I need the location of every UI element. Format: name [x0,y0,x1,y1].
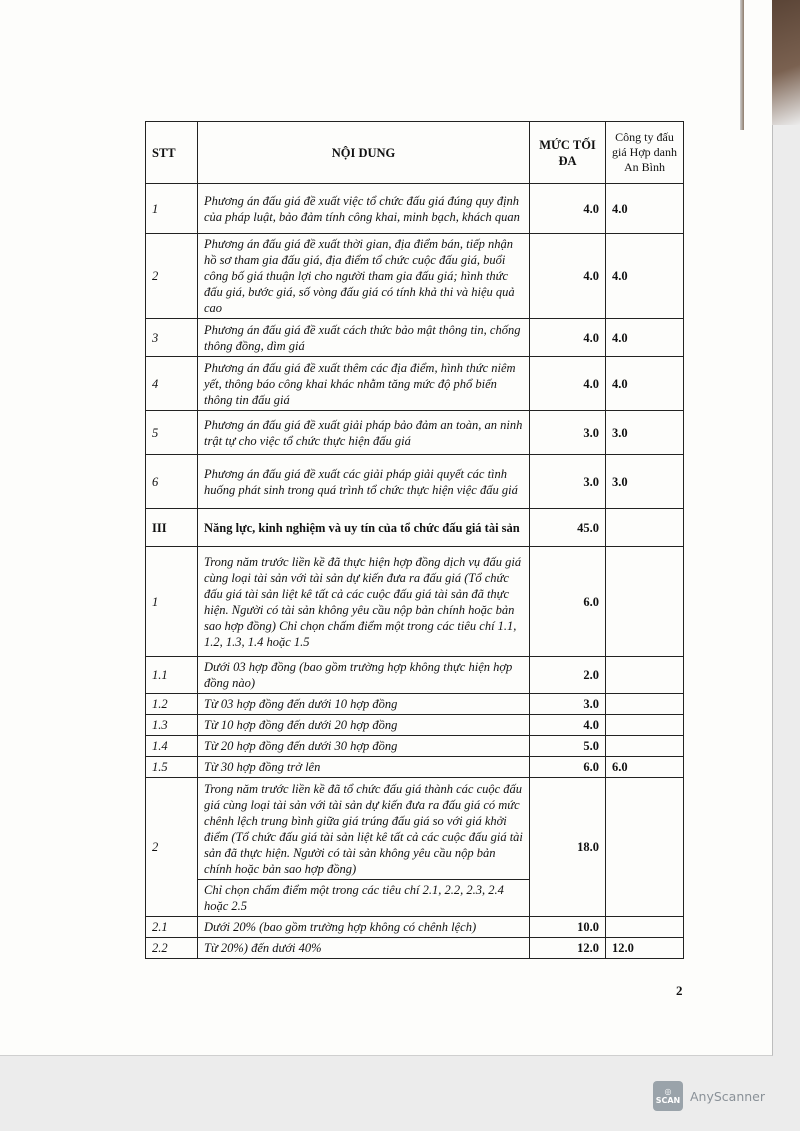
row-content: Phương án đấu giá đề xuất việc tổ chức đấu giá đúng quy định của pháp luật, bảo đảm tính công khai, minh bạch, khách quan [198,184,530,234]
row-content: Từ 30 hợp đồng trở lên [198,757,530,778]
table-section-row [146,509,684,547]
row-stt: 1.5 [146,757,198,778]
row-score: 4.0 [606,184,684,234]
scan-logo-label: SCAN [655,1096,681,1105]
header-stt: STT [146,122,198,184]
table-row [146,715,684,736]
table-row [146,411,684,455]
table-row [146,319,684,357]
row-max: 3.0 [530,455,606,509]
table-row [146,938,684,959]
row-note: Chỉ chọn chấm điểm một trong các tiêu chí 2.1, 2.2, 2.3, 2.4 hoặc 2.5 [198,880,530,917]
row-stt: 1.2 [146,694,198,715]
row-max: 4.0 [530,357,606,411]
row-max: 12.0 [530,938,606,959]
scoring-table [145,121,684,959]
row-max: 5.0 [530,736,606,757]
table-row [146,757,684,778]
header-company: Công ty đấu giá Hợp danh An Bình [606,122,684,184]
section-score [606,509,684,547]
section-stt: III [146,509,198,547]
row-max: 2.0 [530,657,606,694]
row-score: 4.0 [606,234,684,319]
table-row [146,234,684,319]
row-score: 3.0 [606,455,684,509]
row-score: 3.0 [606,411,684,455]
row-score [606,917,684,938]
scan-edge-shadow [772,0,800,125]
row-content: Từ 10 hợp đồng đến dưới 20 hợp đồng [198,715,530,736]
row-content: Dưới 20% (bao gồm trường hợp không có chênh lệch) [198,917,530,938]
row-max: 3.0 [530,411,606,455]
scan-logo-glyph: ◎ [664,1087,672,1096]
row-stt: 6 [146,455,198,509]
section-max: 45.0 [530,509,606,547]
scan-logo-icon [653,1081,683,1111]
table-row [146,184,684,234]
row-stt: 4 [146,357,198,411]
row-stt: 2 [146,234,198,319]
table-row [146,694,684,715]
row-score [606,657,684,694]
page-number: 2 [676,983,683,998]
page-fold-shadow [740,0,744,130]
row-stt: 1.3 [146,715,198,736]
table-row [146,455,684,509]
row-content: Phương án đấu giá đề xuất thêm các địa điểm, hình thức niêm yết, thông báo công khai khác nhằm tăng mức độ phổ biến thông tin đấu giá [198,357,530,411]
row-score: 6.0 [606,757,684,778]
header-content: NỘI DUNG [198,122,530,184]
row-max: 10.0 [530,917,606,938]
row-content: Từ 20%) đến dưới 40% [198,938,530,959]
table-row [146,547,684,657]
row-score [606,736,684,757]
row-score: 12.0 [606,938,684,959]
section-content: Năng lực, kinh nghiệm và uy tín của tổ chức đấu giá tài sản [198,509,530,547]
row-max: 4.0 [530,184,606,234]
row-content: Từ 03 hợp đồng đến dưới 10 hợp đồng [198,694,530,715]
row-max: 4.0 [530,319,606,357]
row-max: 3.0 [530,694,606,715]
header-max-score: MỨC TỐI ĐA [530,122,606,184]
table-row [146,917,684,938]
row-score: 4.0 [606,319,684,357]
row-stt: 1.1 [146,657,198,694]
row-stt: 1 [146,547,198,657]
row-max: 4.0 [530,234,606,319]
row-score [606,547,684,657]
row-score [606,694,684,715]
row-stt: 1.4 [146,736,198,757]
table-header-row [146,122,684,184]
row-stt: 5 [146,411,198,455]
row-stt: 2.2 [146,938,198,959]
row-content: Phương án đấu giá đề xuất giải pháp bảo đảm an toàn, an ninh trật tự cho việc tổ chức thực hiện đấu giá [198,411,530,455]
row-stt: 2.1 [146,917,198,938]
row-content: Phương án đấu giá đề xuất cách thức bảo mật thông tin, chống thông đồng, dìm giá [198,319,530,357]
row-content: Trong năm trước liền kề đã thực hiện hợp đồng dịch vụ đấu giá cùng loại tài sản với tài sản dự kiến đưa ra đấu giá (Tổ chức đấu giá tài sản liệt kê tất cả các cuộc đấu giá tài sản đã thực hiện. Người có tài sản không yêu cầu nộp bản chính hoặc bản sao hợp đồng) Chỉ chọn chấm điểm một trong các tiêu chí 1.1, 1.2, 1.3, 1.4 hoặc 1.5 [198,547,530,657]
table-row [146,357,684,411]
table-row [146,778,684,880]
row-max: 6.0 [530,757,606,778]
row-content: Dưới 03 hợp đồng (bao gồm trường hợp không thực hiện hợp đồng nào) [198,657,530,694]
table-row [146,736,684,757]
row-stt: 3 [146,319,198,357]
watermark-text: AnyScanner [690,1088,766,1104]
row-content: Phương án đấu giá đề xuất các giải pháp giải quyết các tình huống phát sinh trong quá trình tổ chức thực hiện việc đấu giá [198,455,530,509]
row-score [606,715,684,736]
row-content: Trong năm trước liền kề đã tổ chức đấu giá thành các cuộc đấu giá cùng loại tài sản với tài sản dự kiến đưa ra đấu giá có mức chênh lệch trung bình giữa giá trúng đấu giá so với giá khởi điểm (Tổ chức đấu giá tài sản liệt kê tất cả các cuộc đấu giá tài sản đã thực hiện. Người có tài sản không yêu cầu nộp bản chính hoặc bản sao hợp đồng) [198,778,530,880]
row-max: 6.0 [530,547,606,657]
row-stt: 2 [146,778,198,917]
table-row [146,657,684,694]
scanner-watermark [653,1081,765,1111]
row-content: Từ 20 hợp đồng đến dưới 30 hợp đồng [198,736,530,757]
row-content: Phương án đấu giá đề xuất thời gian, địa điểm bán, tiếp nhận hồ sơ tham gia đấu giá, địa điểm tổ chức cuộc đấu giá, buổi công bố giá thuận lợi cho người tham gia đấu giá; hình thức đấu giá, bước giá, số vòng đấu giá có tính khả thi và hiệu quả cao [198,234,530,319]
row-max: 18.0 [530,778,606,917]
row-score [606,778,684,917]
row-max: 4.0 [530,715,606,736]
row-stt: 1 [146,184,198,234]
row-score: 4.0 [606,357,684,411]
